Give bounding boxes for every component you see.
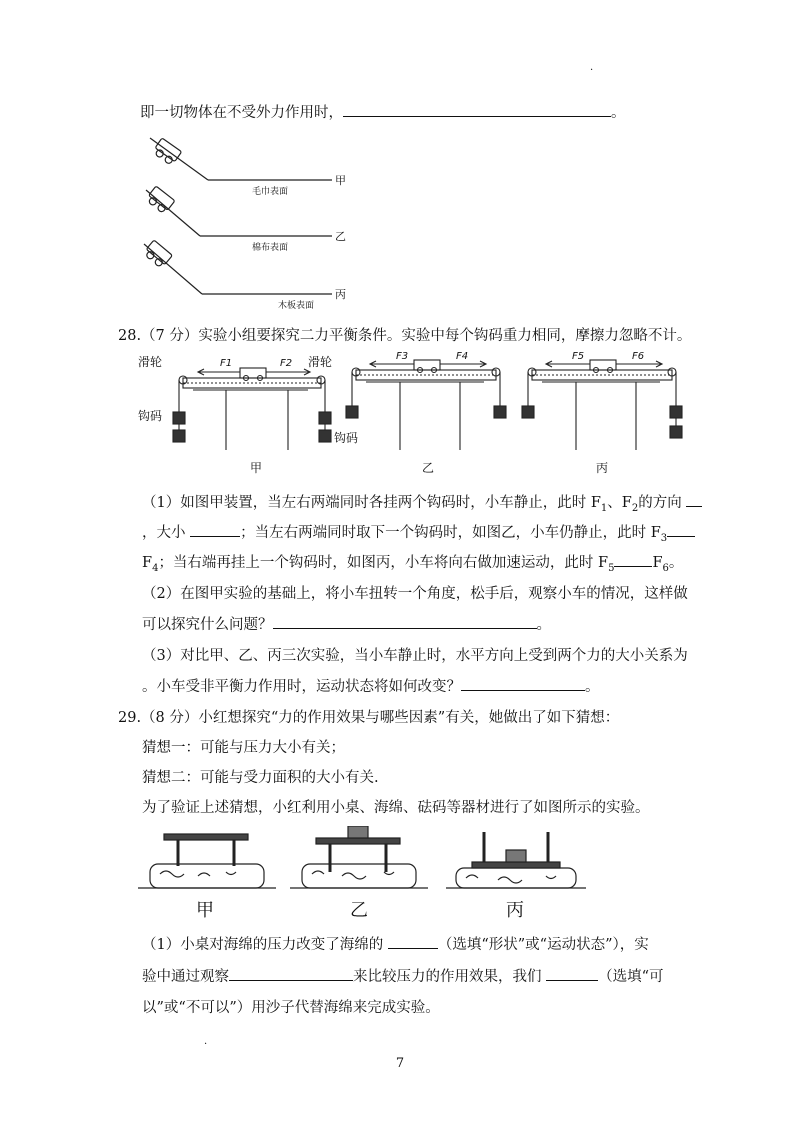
q28-p1-line1: （1）如图甲装置，当左右两端同时各挂两个钩码时，小车静止，此时 $F_1$、$F_2$的方向 bbox=[142, 492, 702, 519]
q29-intro: 为了验证上述猜想，小红利用小桌、海绵、砝码等器材进行了如图所示的实验。 bbox=[142, 800, 650, 816]
q28-blank-twist[interactable] bbox=[273, 614, 537, 629]
intro-end: 。 bbox=[611, 105, 626, 121]
q28-blank-motion[interactable] bbox=[461, 676, 585, 691]
q29-guess2: 猜想二：可能与受力面积的大小有关. bbox=[142, 770, 379, 786]
incline-mark-2: 乙 bbox=[335, 230, 346, 243]
fig29-caption-1: 甲 bbox=[196, 900, 214, 921]
balance-figure bbox=[138, 350, 698, 480]
surface-label-1: 毛巾表面 bbox=[252, 187, 289, 197]
q29-blank-shape[interactable] bbox=[388, 934, 438, 949]
intro-text: 即一切物体在不受外力作用时， bbox=[140, 105, 343, 121]
q28-p3-line1: （3）对比甲、乙、丙三次实验，当小车静止时，水平方向上受到两个力的大小关系为 bbox=[142, 648, 688, 664]
pulley-label-left: 滑轮 bbox=[138, 355, 163, 369]
q28-blank-size[interactable] bbox=[190, 522, 240, 537]
incline-mark-1: 甲 bbox=[335, 174, 346, 187]
q28-p2-line1: （2）在图甲实验的基础上，将小车扭转一个角度，松手后，观察小车的情况，这样做 bbox=[142, 586, 688, 602]
force-label-f1: F1 bbox=[220, 358, 233, 369]
q29-title: 29.（8 分）小红想探究“力的作用效果与哪些因素”有关，她做出了如下猜想： bbox=[118, 710, 620, 726]
fig29-caption-3: 丙 bbox=[506, 900, 524, 921]
weight-label-left: 钩码 bbox=[138, 409, 163, 423]
q28-p1-line3: $F_4$；当右端再挂上一个钩码时，如图丙，小车将向右做加速运动，此时 $F_5$ $F_6$。 bbox=[142, 552, 683, 579]
q29-p1-line3: 以”或“不可以”）用沙子代替海绵来完成实验。 bbox=[142, 1000, 440, 1016]
header-mark: . bbox=[590, 62, 594, 73]
fig28-caption-1: 甲 bbox=[250, 461, 263, 475]
footer-mark: . bbox=[204, 1036, 208, 1047]
q28-blank-f5f6[interactable] bbox=[614, 552, 652, 567]
force-label-f5: F5 bbox=[572, 351, 585, 362]
surface-label-3: 木板表面 bbox=[278, 301, 315, 311]
surface-label-2: 棉布表面 bbox=[252, 243, 289, 253]
sponge-figure bbox=[138, 826, 598, 922]
force-label-f3: F3 bbox=[396, 351, 409, 362]
q28-p1-line2: ，大小 ；当左右两端同时取下一个钩码时，如图乙，小车仍静止，此时 $F_3$ bbox=[142, 522, 695, 549]
incline-mark-3: 丙 bbox=[335, 288, 346, 301]
q29-blank-observe[interactable] bbox=[229, 966, 353, 981]
page-number: 7 bbox=[395, 1056, 405, 1071]
fig28-caption-3: 丙 bbox=[596, 461, 609, 475]
q29-guess1: 猜想一：可能与压力大小有关； bbox=[142, 740, 345, 756]
q29-p1-line2: 验中通过观察 来比较压力的作用效果，我们 （选填“可 bbox=[142, 966, 664, 987]
force-label-f4: F4 bbox=[456, 351, 469, 362]
fig28-caption-2: 乙 bbox=[422, 461, 435, 475]
weight-label-right: 钩码 bbox=[334, 431, 359, 445]
q28-p2-line2: 可以探究什么问题？ 。 bbox=[142, 614, 551, 635]
q28-p3-line2: 。小车受非平衡力作用时，运动状态将如何改变？ 。 bbox=[142, 676, 600, 697]
incline-figure bbox=[140, 128, 380, 318]
q29-p1-line1: （1）小桌对海绵的压力改变了海绵的 （选填“形状”或“运动状态”），实 bbox=[142, 934, 649, 955]
q29-blank-sand[interactable] bbox=[546, 966, 598, 981]
force-label-f2: F2 bbox=[280, 358, 293, 369]
fig29-caption-2: 乙 bbox=[350, 900, 368, 921]
intro-line bbox=[140, 102, 626, 123]
q28-title: 28.（7 分）实验小组要探究二力平衡条件。实验中每个钩码重力相同，摩擦力忽略不计。 bbox=[118, 328, 692, 344]
force-label-f6: F6 bbox=[632, 351, 645, 362]
q28-blank-f3f4[interactable] bbox=[667, 522, 695, 537]
intro-blank[interactable] bbox=[343, 102, 611, 117]
pulley-label-right: 滑轮 bbox=[308, 355, 333, 369]
q28-blank-direction[interactable] bbox=[686, 492, 702, 507]
